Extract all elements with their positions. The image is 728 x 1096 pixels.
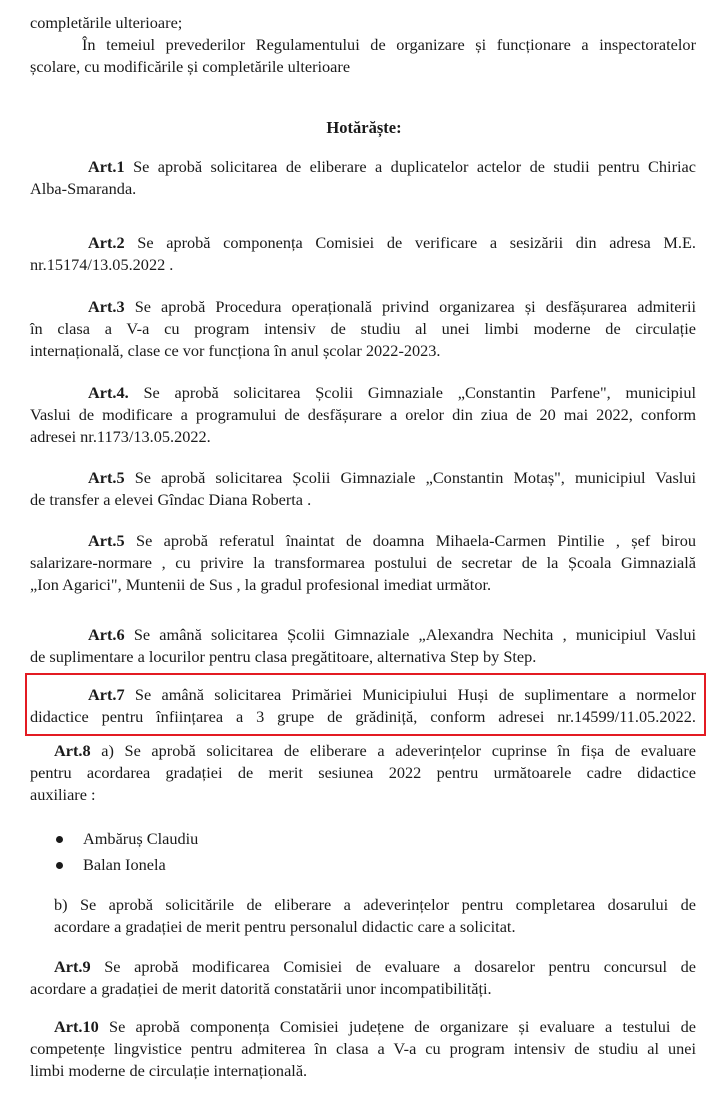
article-text: Se amână solicitarea Primăriei Municipiului Huși de suplimentare a normelor [134,685,696,704]
list-item: Ambăruș Claudiu [56,826,198,852]
article-label: Art.8 [54,741,91,760]
article-text: Se aprobă referatul înaintat de doamna Mihaela-Carmen Pintilie , șef birou [136,531,696,550]
article-text: pentru acordarea gradației de merit sesiunea 2022 pentru următoarele cadre didactice [30,763,696,782]
article-text: Se aprobă solicitarea Școlii Gimnaziale „Constantin Motaș", municipiul Vaslui [134,468,696,487]
article-text: limbi moderne de circulație internațională. [30,1061,308,1080]
preamble [30,12,696,78]
article-label: Art.10 [54,1017,99,1036]
article-label: Art.3 [88,297,125,316]
article-text: auxiliare : [30,785,96,804]
article-10 [30,1016,696,1082]
article-9 [30,956,696,1000]
article-7 [30,684,696,728]
preamble-line: În temeiul prevederilor Regulamentului de organizare și funcționare a inspectoratelor [82,35,696,54]
article-text: de suplimentare a locurilor pentru clasa pregătitoare, alternativa Step by Step. [30,647,537,666]
article-8 [30,740,696,806]
article-text: Se aprobă componența Comisiei de verificare a sesizării din adresa M.E. [137,233,696,252]
article-1 [30,156,696,200]
article-text: Se aprobă Procedura operațională privind organizarea și desfășurarea admiterii [134,297,696,316]
article-text: acordare a gradației de merit pentru personalul didactic care a solicitat. [54,917,516,936]
article-label: Art.5 [88,468,125,487]
article-text: b) Se aprobă solicitările de eliberare a adeverințelor pentru completarea dosarului de [54,895,696,914]
article-label: Art.6 [88,625,125,644]
decision-heading: Hotărăște: [326,118,402,137]
article-label: Art.1 [88,157,125,176]
article-text: „Ion Agarici", Muntenii de Sus , la gradul profesional imediat următor. [30,575,492,594]
article-label: Art.4. [88,383,129,402]
article-2 [30,232,696,276]
article-text: competențe lingvistice pentru admiterea în clasa a V-a cu program intensiv de studiu al unei [30,1039,696,1058]
article-text: Se amână solicitarea Școlii Gimnaziale „Alexandra Nechita , municipiul Vaslui [133,625,696,644]
article-text: didactice pentru înființarea a 3 grupe de grădiniță, conform adresei nr.14599/11.05.2022. [30,707,696,726]
article-text: Se aprobă solicitarea de eliberare a duplicatelor actelor de studii pentru Chiriac [133,157,696,176]
article-text: internațională, clase ce vor funcționa în anul școlar 2022-2023. [30,341,441,360]
article-text: în clasa a V-a cu program intensiv de studiu al unei limbi moderne de circulație [30,319,696,338]
article-label: Art.9 [54,957,91,976]
article-label: Art.7 [88,685,125,704]
article-5b [30,530,696,596]
article-8b [30,894,696,938]
article-4 [30,382,696,448]
list-item: Balan Ionela [56,852,198,878]
preamble-line: completările ulterioare; [30,13,183,32]
article-text: adresei nr.1173/13.05.2022. [30,427,211,446]
bullet-list [56,826,198,878]
preamble-line: școlare, cu modificările și completările ulterioare [30,57,351,76]
article-text: de transfer a elevei Gîndac Diana Roberta . [30,490,312,509]
article-3 [30,296,696,362]
article-text: Se aprobă modificarea Comisiei de evaluare a dosarelor pentru concursul de [104,957,696,976]
article-text: Se aprobă componența Comisiei județene de organizare și evaluare a testului de [109,1017,697,1036]
article-text: Vaslui de modificare a programului de desfășurare a orelor din ziua de 20 mai 2022, conform [30,405,696,424]
bullet-icon [56,862,63,869]
article-text: a) Se aprobă solicitarea de eliberare a adeverințelor cuprinse în fișa de evaluare [101,741,696,760]
article-text: salarizare-normare , cu privire la transformarea postului de secretar de la Școala Gimnazială [30,553,696,572]
article-5 [30,467,696,511]
bullet-icon [56,836,63,843]
article-label: Art.5 [88,531,125,550]
article-text: nr.15174/13.05.2022 . [30,255,174,274]
article-label: Art.2 [88,233,125,252]
article-6 [30,624,696,668]
article-text: Se aprobă solicitarea Școlii Gimnaziale „Constantin Parfene", municipiul [143,383,696,402]
article-text: Alba-Smaranda. [30,179,137,198]
article-text: acordare a gradației de merit datorită constatării unor incompatibilități. [30,979,492,998]
